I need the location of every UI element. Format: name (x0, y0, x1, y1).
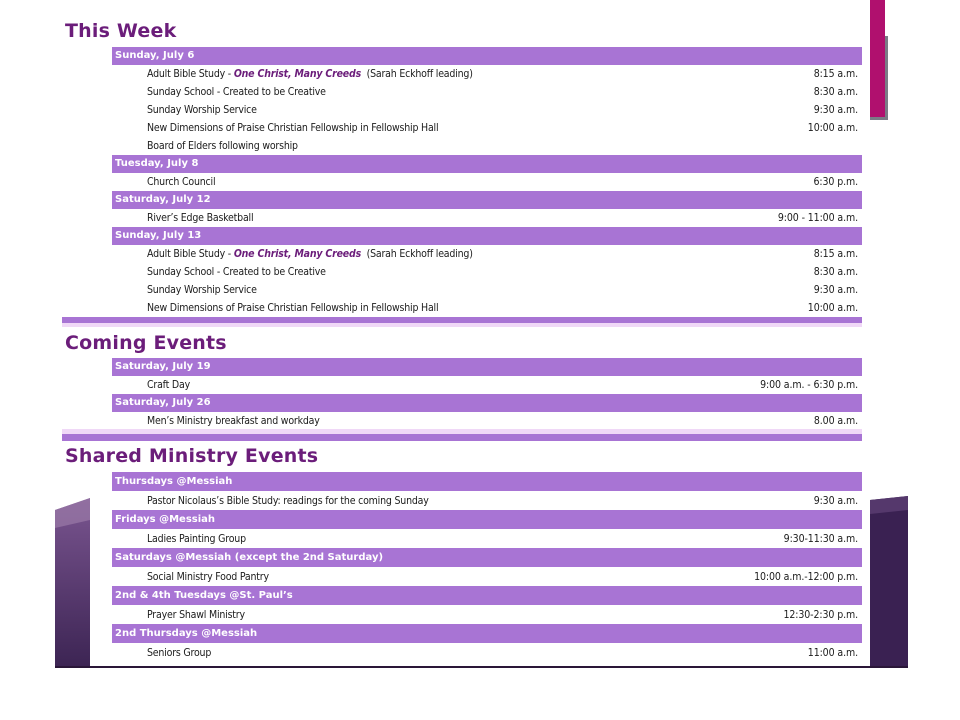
event-name: Sunday School - Created to be Creative (147, 86, 326, 98)
event-name: Board of Elders following worship (147, 140, 298, 152)
event-name: Sunday Worship Service (147, 104, 257, 116)
event-row (112, 119, 862, 137)
event-row (112, 281, 862, 299)
event-name: Men’s Ministry breakfast and workday (147, 415, 320, 427)
event-time: 8:30 a.m. (813, 266, 858, 278)
day-header: Saturday, July 12 (112, 191, 862, 209)
event-name: Social Ministry Food Pantry (147, 570, 269, 583)
event-name: Prayer Shawl Ministry (147, 608, 245, 621)
event-row (112, 65, 862, 83)
event-time: 9:30-11:30 a.m. (783, 532, 858, 545)
event-time: 6:30 p.m. (813, 176, 858, 188)
event-row (112, 299, 862, 317)
event-time: 9:30 a.m. (813, 284, 858, 296)
event-time: 11:00 a.m. (807, 646, 858, 659)
day-header: Sunday, July 6 (112, 47, 862, 65)
event-row (112, 529, 862, 548)
event-row (112, 83, 862, 101)
event-time: 8:15 a.m. (813, 68, 858, 80)
section-title-this-week: This Week (65, 20, 177, 42)
event-row (112, 376, 862, 394)
event-time: 9:30 a.m. (813, 494, 858, 507)
event-row (112, 101, 862, 119)
event-time: 12:30-2:30 p.m. (783, 608, 858, 621)
event-name: Seniors Group (147, 646, 212, 659)
section-divider (62, 429, 862, 441)
event-row (112, 209, 862, 227)
event-time: 8.00 a.m. (813, 415, 858, 427)
event-row (112, 137, 862, 155)
event-time: 10:00 a.m. (807, 122, 858, 134)
event-name: Church Council (147, 176, 216, 188)
event-time: 8:30 a.m. (813, 86, 858, 98)
day-header: Saturday, July 26 (112, 394, 862, 412)
day-header: 2nd & 4th Tuesdays @St. Paul’s (112, 586, 862, 605)
event-row (112, 412, 862, 430)
event-row (112, 491, 862, 510)
event-name: New Dimensions of Praise Christian Fellowship in Fellowship Hall (147, 122, 439, 134)
event-name: Craft Day (147, 379, 190, 391)
event-time: 9:30 a.m. (813, 104, 858, 116)
event-row (112, 245, 862, 263)
event-row (112, 643, 862, 662)
day-header: Thursdays @Messiah (112, 472, 862, 491)
event-time: 9:00 a.m. - 6:30 p.m. (760, 379, 858, 391)
section-divider (62, 317, 862, 327)
section-title-coming-events: Coming Events (65, 332, 227, 354)
day-header: Saturdays @Messiah (except the 2nd Saturday) (112, 548, 862, 567)
schedule-coming-events (112, 358, 862, 430)
schedule-shared-ministry (112, 472, 862, 662)
event-name: Pastor Nicolaus’s Bible Study: readings for the coming Sunday (147, 494, 429, 507)
event-name: New Dimensions of Praise Christian Fellowship in Fellowship Hall (147, 302, 439, 314)
event-row (112, 605, 862, 624)
event-name: River’s Edge Basketball (147, 212, 254, 224)
day-header: 2nd Thursdays @Messiah (112, 624, 862, 643)
schedule-this-week (112, 47, 862, 317)
event-name: Adult Bible Study - One Christ, Many Creeds (Sarah Eckhoff leading) (147, 68, 473, 80)
event-row (112, 567, 862, 586)
event-row (112, 173, 862, 191)
section-title-shared-ministry: Shared Ministry Events (65, 445, 319, 467)
day-header: Fridays @Messiah (112, 510, 862, 529)
event-time: 10:00 a.m.-12:00 p.m. (754, 570, 858, 583)
event-row (112, 263, 862, 281)
event-time: 8:15 a.m. (813, 248, 858, 260)
event-name: Sunday School - Created to be Creative (147, 266, 326, 278)
day-header: Saturday, July 19 (112, 358, 862, 376)
event-time: 9:00 - 11:00 a.m. (777, 212, 858, 224)
event-time: 10:00 a.m. (807, 302, 858, 314)
event-name: Ladies Painting Group (147, 532, 246, 545)
day-header: Sunday, July 13 (112, 227, 862, 245)
day-header: Tuesday, July 8 (112, 155, 862, 173)
event-name: Sunday Worship Service (147, 284, 257, 296)
event-name: Adult Bible Study - One Christ, Many Creeds (Sarah Eckhoff leading) (147, 248, 473, 260)
